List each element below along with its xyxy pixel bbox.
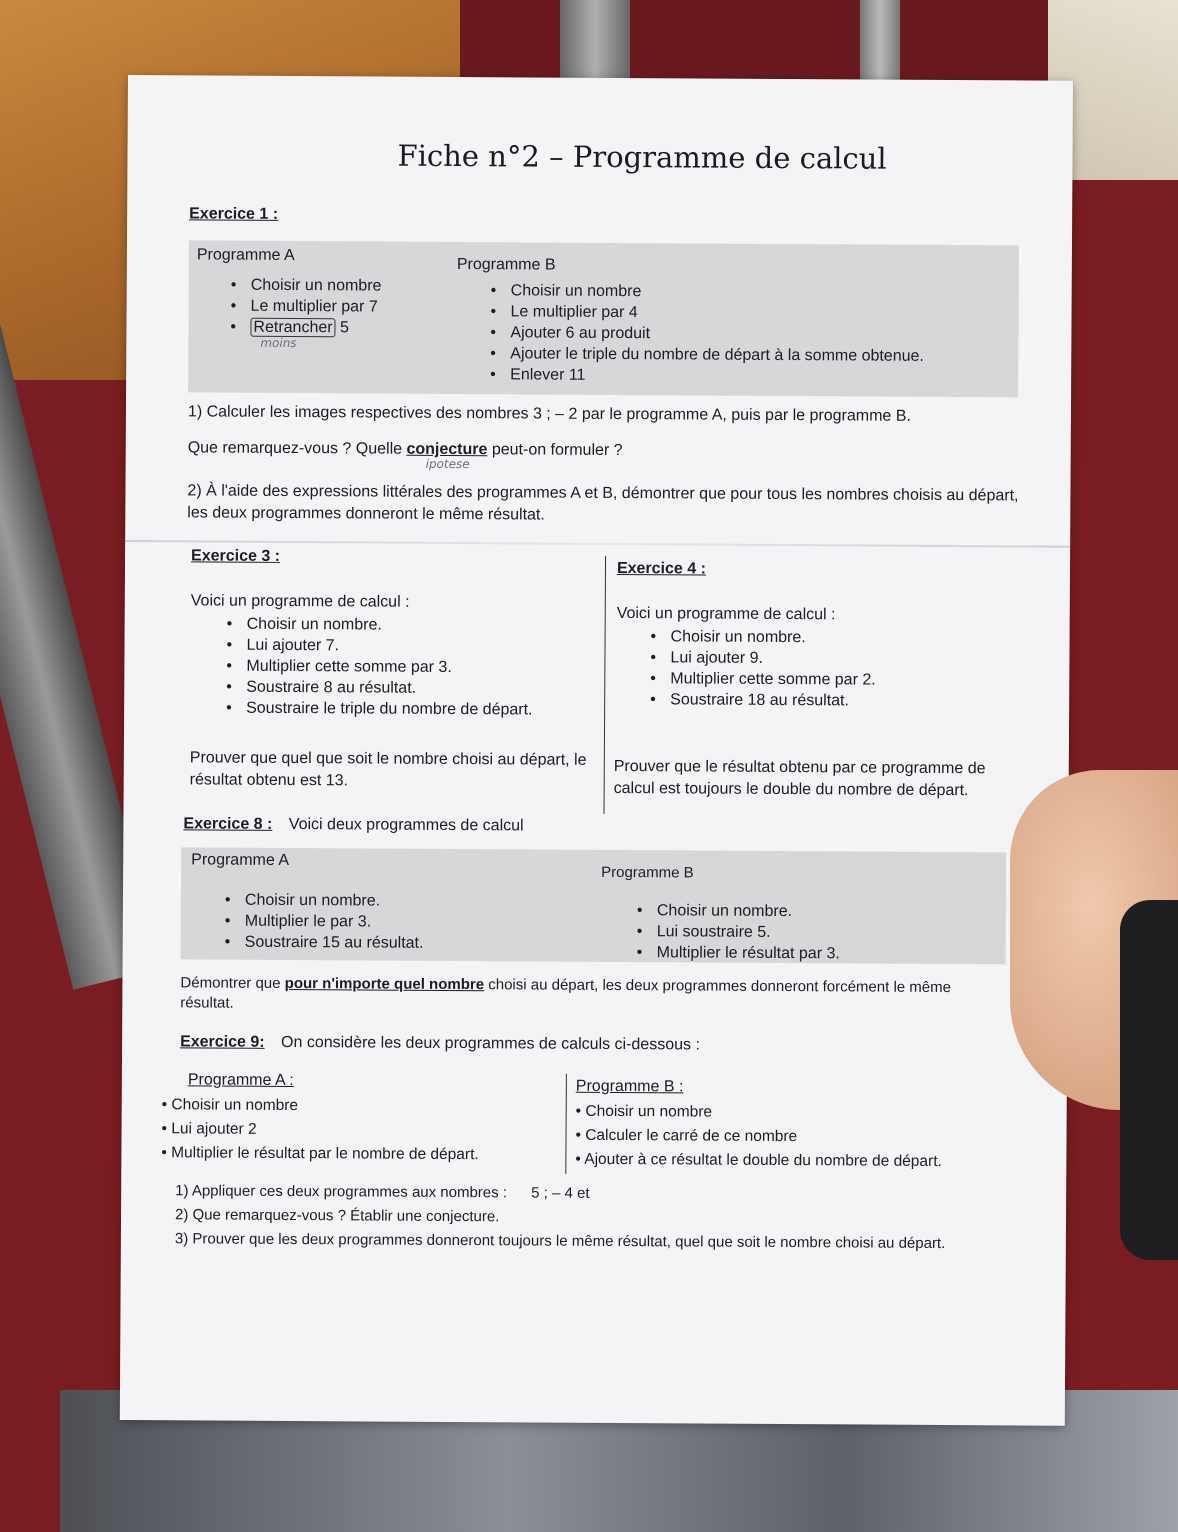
question-text: Que remarquez-vous ? Quelle xyxy=(187,439,403,458)
list-item: • Soustraire 18 au résultat. xyxy=(648,689,988,712)
list-item: • Choisir un nombre. xyxy=(649,626,989,649)
list-item: • Soustraire 15 au résultat. xyxy=(223,932,523,955)
page-title: Fiche n°2 – Programme de calcul xyxy=(397,138,887,176)
list-item: • Choisir un nombre. xyxy=(223,890,523,913)
retrancher-circled: Retrancher xyxy=(250,318,335,338)
exercise-9-question-3: 3) Prouver que les deux programmes donneront toujours le même résultat, quel que soit le nombre choisi au départ. xyxy=(174,1230,946,1253)
list-item: • Multiplier le par 3. xyxy=(223,911,523,934)
column-divider xyxy=(603,556,606,814)
exercise-9-intro: On considère les deux programmes de calculs ci-dessous : xyxy=(281,1033,700,1054)
list-item: • Soustraire le triple du nombre de départ. xyxy=(224,698,604,721)
list-item: • Lui soustraire 5. xyxy=(635,921,955,944)
program-a-title: Programme A xyxy=(196,246,295,265)
list-item: • Multiplier le résultat par 3. xyxy=(635,942,955,965)
exercise-3-steps xyxy=(224,614,605,721)
exercise-1-question-1: 1) Calculer les images respectives des nombres 3 ; – 2 par le programme A, puis par le programme B. xyxy=(187,403,911,425)
list-item: • Choisir un nombre xyxy=(161,1096,299,1115)
column-divider xyxy=(565,1074,567,1174)
exercise-4-intro: Voici un programme de calcul : xyxy=(616,604,836,624)
list-item: • Choisir un nombre. xyxy=(225,614,605,637)
conjecture-word: conjecture xyxy=(406,440,488,459)
list-item: • Lui ajouter 2 xyxy=(161,1120,257,1138)
list-item: • Le multiplier par 7 xyxy=(229,296,459,318)
question-values: 5 ; – 4 et xyxy=(531,1184,590,1202)
program-a-steps xyxy=(161,1093,561,1167)
exercise-1-question-1b xyxy=(188,437,1028,464)
exercise-9-header xyxy=(180,1033,700,1054)
list-item: • Lui ajouter 7. xyxy=(224,635,604,658)
program-b-title: Programme B : xyxy=(575,1077,684,1096)
exercise-1-question-2: 2) À l'aide des expressions littérales des programmes A et B, démontrer que pour tous les nombres choisis au départ, les deux programmes donneront le même résultat. xyxy=(187,482,1019,524)
exercise-3-heading: Exercice 3 : xyxy=(191,547,281,565)
handwritten-note-moins: moins xyxy=(260,335,297,351)
retrancher-value: 5 xyxy=(340,319,350,337)
question-text: peut-on formuler ? xyxy=(491,441,623,460)
exercise-8-intro: Voici deux programmes de calcul xyxy=(288,815,524,835)
exercise-8-programs-box xyxy=(181,847,1007,964)
sleeve xyxy=(1120,900,1178,1260)
exercise-4-steps xyxy=(648,626,989,712)
list-item: • Le multiplier par 4 xyxy=(488,301,1008,325)
exercise-3-prove: Prouver que quel que soit le nombre choisi au départ, le résultat obtenu est 13. xyxy=(189,749,587,790)
list-item: • Lui ajouter 9. xyxy=(648,647,988,670)
program-a-title: Programme A xyxy=(191,851,290,869)
exercise-4-prove: Prouver que le résultat obtenu par ce programme de calcul est toujours le double du nombre de départ. xyxy=(613,757,986,800)
exercise-1-programs-box xyxy=(188,240,1019,397)
exercise-1-heading: Exercice 1 : xyxy=(189,205,279,223)
exercise-4-heading: Exercice 4 : xyxy=(616,559,706,578)
program-b-title: Programme B xyxy=(456,256,556,274)
program-b-title: Programme B xyxy=(601,863,694,882)
program-b-steps xyxy=(635,900,955,965)
program-a-title: Programme A : xyxy=(187,1071,294,1090)
list-item: • Ajouter 6 au produit xyxy=(488,322,1008,346)
list-item: • Soustraire 8 au résultat. xyxy=(224,677,604,700)
list-item: • Multiplier cette somme par 2. xyxy=(648,668,988,691)
program-b-steps xyxy=(575,1100,1015,1175)
exercise-9-heading: Exercice 9: xyxy=(180,1033,265,1051)
demo-emphasis: pour n'importe quel nombre xyxy=(284,974,485,994)
program-b-steps xyxy=(488,280,1009,388)
list-item: • Multiplier cette somme par 3. xyxy=(224,656,604,679)
exercise-8-demonstrate xyxy=(180,973,1000,1018)
list-item: • Calculer le carré de ce nombre xyxy=(575,1126,798,1146)
exercise-8-heading: Exercice 8 : xyxy=(183,815,273,833)
list-item: • Choisir un nombre xyxy=(575,1102,713,1121)
list-item: • Multiplier le résultat par le nombre de départ. xyxy=(161,1144,479,1164)
exercise-9-question-2: 2) Que remarquez-vous ? Établir une conjecture. xyxy=(174,1206,500,1226)
list-item: • Choisir un nombre xyxy=(229,275,459,297)
worksheet-paper xyxy=(120,75,1073,1426)
handwritten-note-hypothese: ipotese xyxy=(425,456,470,472)
exercise-3-intro: Voici un programme de calcul : xyxy=(190,592,410,611)
list-item: • Choisir un nombre xyxy=(489,280,1009,304)
list-item: • Ajouter à ce résultat le double du nombre de départ. xyxy=(575,1150,942,1170)
exercise-9-question-1 xyxy=(175,1181,1015,1206)
demo-text: choisi au départ, les deux programmes donneront forcément le même résultat. xyxy=(180,976,952,1012)
exercise-8-header xyxy=(183,815,523,835)
question-text: 1) Appliquer ces deux programmes aux nombres : xyxy=(175,1182,508,1202)
program-a-steps xyxy=(228,275,458,339)
program-a-steps xyxy=(223,890,523,955)
list-item: • Enlever 11 xyxy=(488,364,1008,388)
paper-fold xyxy=(125,540,1070,548)
list-item: • Ajouter le triple du nombre de départ à la somme obtenue. xyxy=(488,343,1008,367)
demo-text: Démontrer que xyxy=(180,974,281,992)
list-item: • Choisir un nombre. xyxy=(635,900,955,923)
